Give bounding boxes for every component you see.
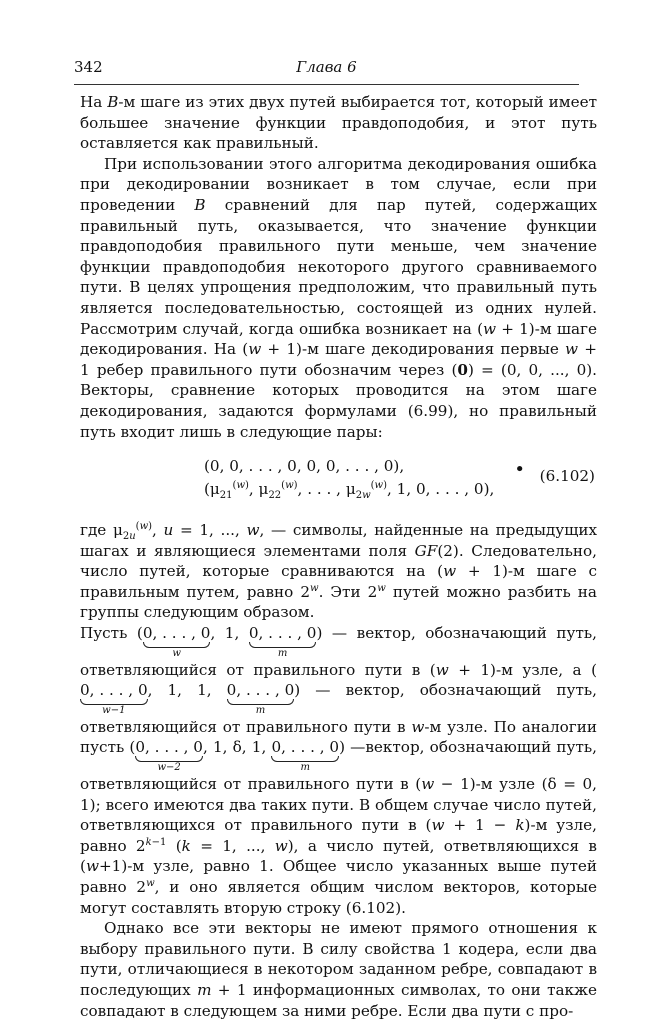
paragraph-4: Пусть (0, . . . , 0 w , 1, 0, . . . , 0 m ) — вектор, обозначающий путь, ответвляющийся от правильного пути в (w + 1)-м узле, а (0, . . . , 0 w−1 , 1, 1, 0, . . . , 0 m ) — вектор, обозначающий путь, ответвляющийся от правильного пути в w-м узле. По аналогии пусть (0, . . . , 0 w−2 , 1, δ, 1, 0, . . . , 0 m ) —вектор, обозначающий путь, ответвляющийся от правильного пути в (w − 1)-м узле (δ = 0, 1); всего имеются два таких пути. В общем случае число путей, ответвляющихся от правильного пути в (w + 1 − k)-м узле, равно $2^{k-1}$ (k = 1, ..., w), а число путей, ответвляющихся в (w+1)-м узле, равно 1. Общее число указанных выше путей равно 2$^w$, и оно является общим числом векторов, которые могут составлять вторую строку (6.102). [80, 624, 597, 917]
paragraph-3: где $\mu_{2u}^{(w)}$, u = 1, ..., w, — символы, найденные на предыдущих шагах и являющиеся элементами поля GF(2). Следовательно, число путей, которые сравниваются на (w + 1)-м шаге с правильным путем, равно 2$^w$. Эти 2$^w$ путей можно разбить на группы следующим образом. [80, 521, 598, 622]
brace-m: 0, . . . , 0 m [248, 624, 317, 659]
page-number: 342 [74, 58, 103, 76]
equation-number: (6.102) [539, 467, 595, 486]
text-body [80, 92, 597, 1021]
running-header [74, 58, 579, 80]
brace-m-3: 0, . . . , 0 m [271, 738, 340, 774]
paragraph-5: Однако все эти векторы не имеют прямого отношения к выбору правильного пути. В силу свойства 1 кодера, если два пути, отличающиеся в некотором заданном ребре, совпадают в последующих m + 1 информационных символах, то они также совпадают в следующем за ними ребре. Если два пути с про- [80, 919, 597, 1020]
formula-6-102 [80, 454, 597, 510]
paragraph-2: При использовании этого алгоритма декодирования ошибка при декодировании возникает в том случае, если при проведении B сравнений для пар путей, содержащих правильный путь, оказывается, что значение функции правдоподобия правильного пути меньше, чем значение функции правдоподобия некоторого другого сравниваемого пути. В целях упрощения предположим, что правильный путь является последовательностью, состоящей из одних нулей. Рассмотрим случай, когда ошибка возникает на (w + 1)-м шаге декодирования. На (w + 1)-м шаге декодирования первые w + 1 ребер правильного пути обозначим через (0) = (0, 0, ..., 0). Векторы, сравнение которых проводится на этом шаге декодирования, задаются формулами (6.99), но правильный путь входит лишь в следующие пары: [80, 154, 598, 441]
brace-w-minus-2: 0, . . . , 0 w−2 [135, 738, 203, 774]
header-rule [74, 84, 579, 85]
formula-line-1: (0, 0, . . . , 0, 0, 0, . . . , 0), [204, 457, 405, 476]
paragraph-1: На B-м шаге из этих двух путей выбирается тот, который имеет большее значение функции правдоподобия, и этот путь оставляется как правильный. [80, 93, 597, 153]
brace-w-minus-1: 0, . . . , 0 w−1 [80, 681, 148, 716]
brace-w: 0, . . . , 0 w [142, 624, 211, 659]
chapter-title: Глава 6 [296, 58, 357, 76]
formula-line-2: ($\mu_{21}^{(w)}$, $\mu_{22}^{(w)}$, . . . , $\mu_{2w}^{(w)}$, 1, 0, . . . , 0), [204, 480, 495, 502]
formula-dot: • [514, 459, 525, 481]
brace-m-2: 0, . . . , 0 m [226, 681, 295, 716]
